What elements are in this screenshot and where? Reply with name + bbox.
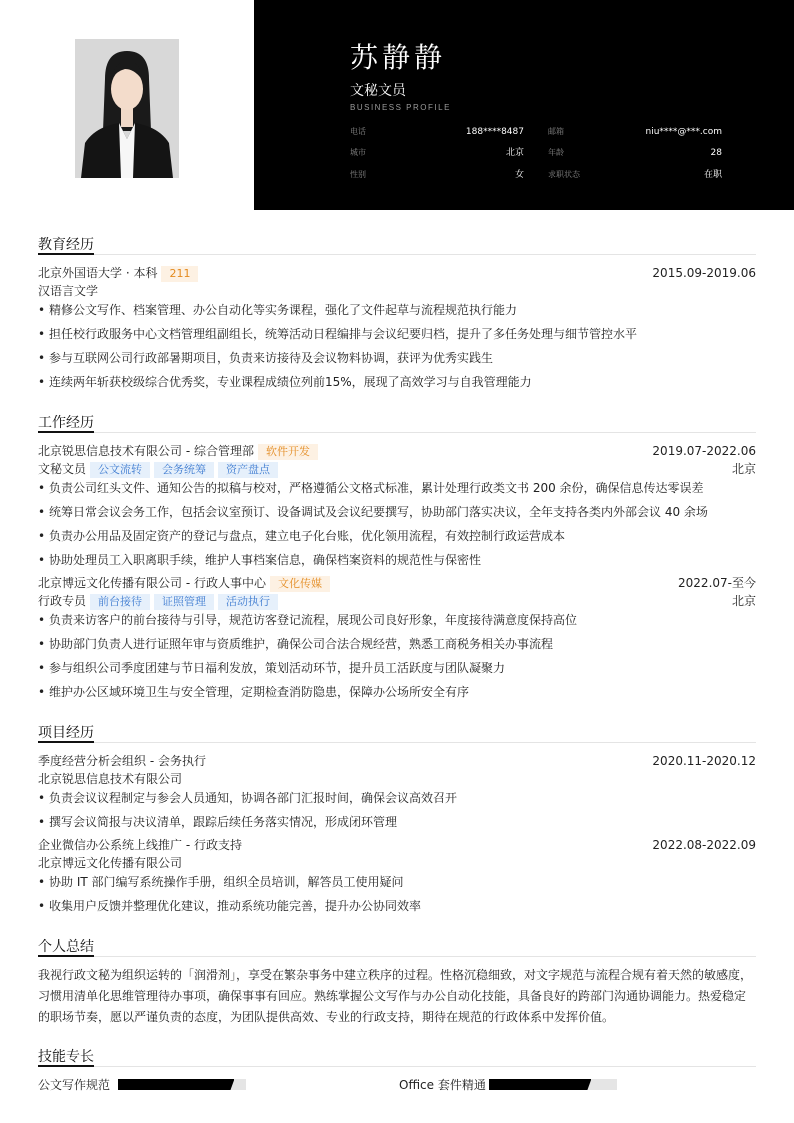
section-divider [38,254,756,255]
skill-label: 公文写作规范 [38,1078,111,1092]
education-date: 2015.09-2019.06 [652,266,756,280]
skill-tag: 证照管理 [154,594,214,610]
section-divider [38,956,756,957]
info-value: 188****8487 [465,127,524,137]
section-underline [38,741,94,743]
info-label: 年龄 [548,148,564,157]
list-item: • 担任校行政服务中心文档管理组副组长，统筹活动日程编排与会议纪要归档，提升了多任务处理与细节管控水平 [38,326,756,342]
project-date: 2022.08-2022.09 [652,838,756,852]
project-date: 2020.11-2020.12 [652,754,756,768]
info-value: niu****@***.com [645,127,722,137]
list-item: • 负责会议议程制定与参会人员通知，协调各部门汇报时间，确保会议高效召开 [38,790,756,806]
job-title: 文秘文员 [350,83,406,99]
section-underline [38,253,94,255]
job-header [38,575,756,592]
list-item: • 统筹日常会议会务工作，包括会议室预订、设备调试及会议纪要撰写，协助部门落实决议，全年支持各类内外部会议 40 余场 [38,504,756,520]
job-city: 北京 [731,594,756,608]
skill-tag: 会务统筹 [154,462,214,478]
section-title-summary: 个人总结 [38,939,94,955]
info-value: 28 [710,148,722,158]
info-city [350,147,524,159]
education-header [38,265,756,282]
skill-label: Office 套件精通 [399,1078,486,1092]
list-item: • 精修公文写作、档案管理、办公自动化等实务课程，强化了文件起草与流程规范执行能力 [38,302,756,318]
education-major: 汉语言文学 [38,284,99,298]
skill-tag: 前台接待 [90,594,150,610]
project-name: 季度经营分析会组织 - 会务执行 [38,754,206,768]
skill-tag: 资产盘点 [218,462,278,478]
project-header [38,837,756,853]
info-label: 邮箱 [548,127,564,136]
section-divider [38,1066,756,1067]
section-title-education: 教育经历 [38,237,94,253]
company-name: 北京博远文化传播有限公司 - 行政人事中心 [38,576,266,590]
skill-tag: 公文流转 [90,462,150,478]
info-job-status [548,169,722,181]
section-title-projects: 项目经历 [38,725,94,741]
project-name: 企业微信办公系统上线推广 - 行政支持 [38,838,242,852]
skill-tag: 活动执行 [218,594,278,610]
school-tag: 211 [161,266,198,282]
summary-text: 我视行政文秘为组织运转的「润滑剂」，享受在繁杂事务中建立秩序的过程。性格沉稳细致，对文字规范与流程合规有着天然的敏感度，习惯用清单化思维管理待办事项，确保事事有回应。熟练掌握公文写作与办公自动化技能，具备良好的跨部门沟通协调能力。热爱稳定的职场节奏，愿以严谨负责的态度，为团队提供高效、专业的行政支持，期待在规范的行政体系中发挥价值。 [38,968,753,1024]
list-item: • 负责来访客户的前台接待与引导，规范访客登记流程，展现公司良好形象，年度接待满意度保持高位 [38,612,756,628]
info-email [548,126,722,138]
list-item: • 协助 IT 部门编写系统操作手册，组织全员培训，解答员工使用疑问 [38,874,756,890]
skill-bar-fill [118,1079,234,1090]
industry-tag: 文化传媒 [270,576,330,592]
job-header [38,443,756,460]
list-item: • 维护办公区域环境卫生与安全管理，定期检查消防隐患，保障办公场所安全有序 [38,684,756,700]
section-underline [38,1065,94,1067]
job-date: 2022.07-至今 [678,576,756,590]
list-item: • 负责办公用品及固定资产的登记与盘点，建立电子化台账，优化领用流程，有效控制行政运营成本 [38,528,756,544]
job-position-row [38,593,756,610]
industry-tag: 软件开发 [258,444,318,460]
header-panel [254,0,794,210]
school-name: 北京外国语大学 · 本科 [38,266,158,280]
position-name: 行政专员 [38,594,87,608]
project-org: 北京锐思信息技术有限公司 [38,772,183,786]
section-divider [38,742,756,743]
info-value: 北京 [505,148,524,158]
skill-bar [118,1079,246,1090]
profile-tagline: BUSINESS PROFILE [350,103,451,112]
info-phone [350,126,524,138]
job-position-row [38,461,756,478]
section-title-work: 工作经历 [38,415,94,431]
position-name: 文秘文员 [38,462,87,476]
section-title-skills: 技能专长 [38,1049,94,1065]
list-item: • 连续两年斩获校级综合优秀奖，专业课程成绩位列前15%，展现了高效学习与自我管理能力 [38,374,756,390]
section-underline [38,955,94,957]
info-value: 在职 [703,170,722,180]
list-item: • 撰写会议简报与决议清单，跟踪后续任务落实情况，形成闭环管理 [38,814,756,830]
project-org: 北京博远文化传播有限公司 [38,856,183,870]
info-label: 性别 [350,170,366,179]
section-underline [38,431,94,433]
info-gender [350,169,524,181]
list-item: • 收集用户反馈并整理优化建议，推动系统功能完善，提升办公协同效率 [38,898,756,914]
job-date: 2019.07-2022.06 [652,444,756,458]
section-divider [38,432,756,433]
info-age [548,147,722,159]
skill-bar [489,1079,617,1090]
list-item: • 协助部门负责人进行证照年审与资质维护，确保公司合法合规经营，熟悉工商税务相关办事流程 [38,636,756,652]
info-label: 城市 [350,148,366,157]
project-header [38,753,756,769]
candidate-name: 苏静静 [350,41,447,74]
profile-photo [75,39,179,178]
info-label: 求职状态 [548,170,580,179]
list-item: • 参与互联网公司行政部暑期项目，负责来访接待及会议物料协调，获评为优秀实践生 [38,350,756,366]
skill-bar-fill [489,1079,591,1090]
info-value: 女 [514,170,524,180]
company-name: 北京锐思信息技术有限公司 - 综合管理部 [38,444,254,458]
list-item: • 负责公司红头文件、通知公告的拟稿与校对，严格遵循公文格式标准，累计处理行政类文书 200 余份，确保信息传达零误差 [38,480,756,496]
list-item: • 协助处理员工入职离职手续，维护人事档案信息，确保档案资料的规范性与保密性 [38,552,756,568]
list-item: • 参与组织公司季度团建与节日福利发放，策划活动环节，提升员工活跃度与团队凝聚力 [38,660,756,676]
info-label: 电话 [350,127,366,136]
job-city: 北京 [731,462,756,476]
